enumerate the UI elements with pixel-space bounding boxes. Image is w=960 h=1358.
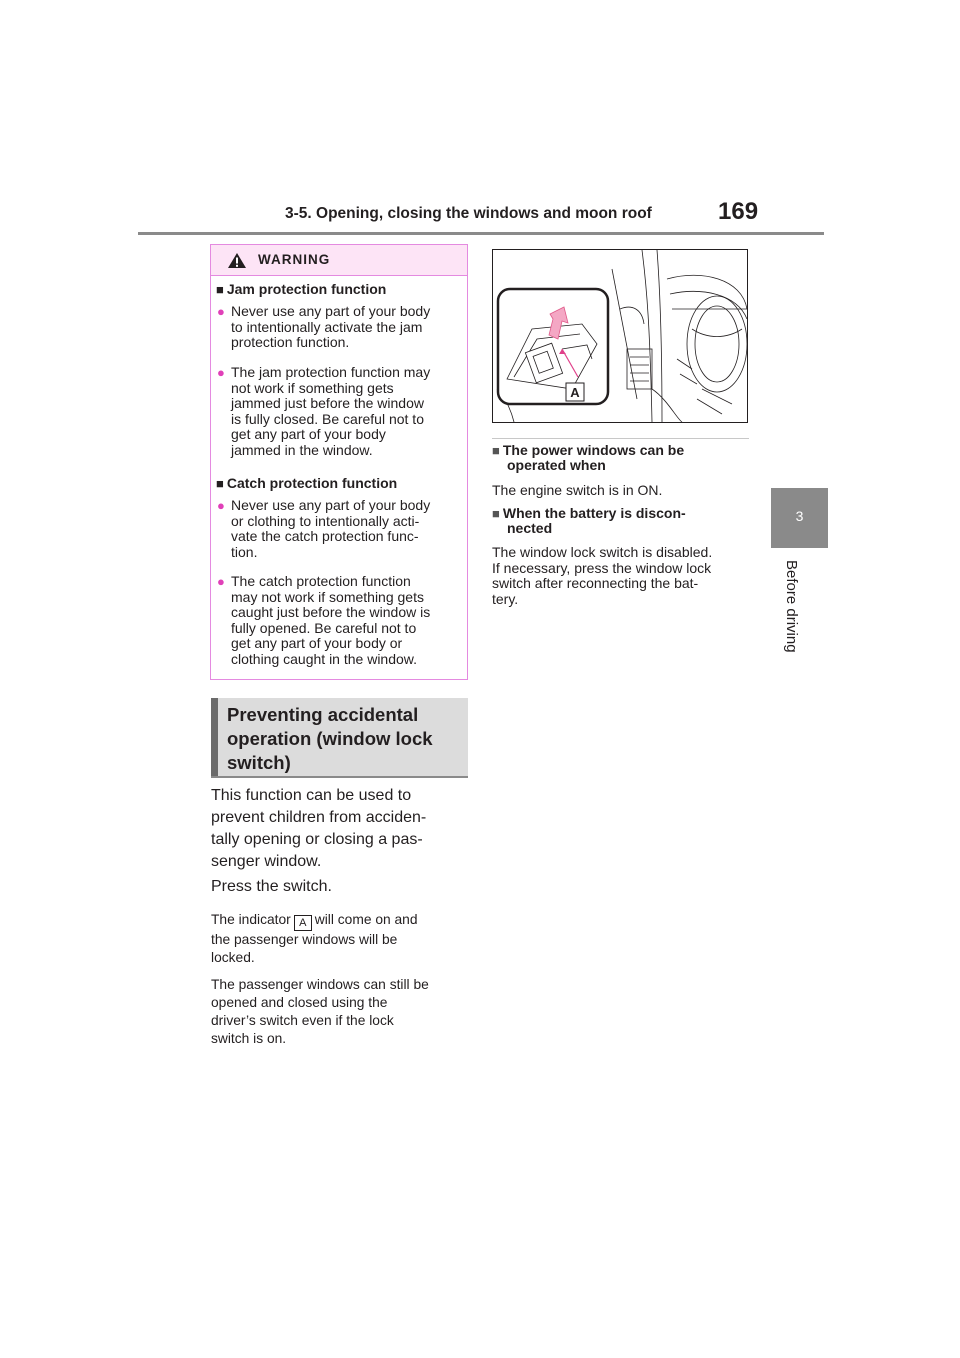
battery-line: tery. — [492, 590, 519, 607]
warning-line: fully opened. Be careful not to — [231, 619, 417, 636]
warning-line: get any part of your body or — [231, 635, 403, 651]
warning-item — [217, 573, 467, 667]
bullet-icon: ● — [217, 304, 225, 319]
battery-text — [492, 545, 750, 607]
section-title-line: Preventing accidental — [227, 704, 419, 725]
section-accent-bar — [211, 698, 218, 776]
catch-protection-heading-text: Catch protection function — [226, 475, 398, 491]
note-line: driver’s switch even if the lock — [211, 1013, 394, 1028]
chapter-tab-number: 3 — [795, 508, 804, 524]
warning-item — [217, 497, 467, 560]
window-lock-switch-illustration — [492, 249, 748, 423]
warning-line: not work if something gets — [231, 379, 394, 396]
indicator-line — [211, 911, 471, 931]
warning-line: Never use any part of your body — [231, 303, 431, 319]
indicator-text: will come on and — [314, 912, 418, 927]
warning-line: The jam protection function may — [231, 364, 431, 380]
indicator-reference-label: A — [294, 915, 312, 931]
bullet-icon: ● — [217, 574, 225, 589]
battery-line: The window lock switch is disabled. — [492, 544, 713, 560]
warning-triangle-icon — [227, 252, 247, 269]
operated-heading-line — [492, 443, 742, 458]
intro-line: tally opening or closing a pas- — [211, 831, 423, 848]
bullet-icon: ● — [217, 365, 225, 380]
warning-line: clothing caught in the window. — [231, 650, 418, 667]
battery-line: switch after reconnecting the bat- — [492, 575, 699, 591]
warning-line: tion. — [231, 543, 258, 560]
chapter-tab-label: Before driving — [783, 560, 800, 653]
intro-paragraph — [211, 785, 471, 873]
indicator-text: The indicator — [211, 912, 291, 927]
note-line: opened and closed using the — [211, 995, 388, 1010]
operated-heading-line: operated when — [507, 457, 606, 473]
warning-line: or clothing to intentionally acti- — [231, 512, 420, 529]
square-bullet-icon: ■ — [216, 476, 224, 491]
note-paragraph — [211, 976, 473, 1048]
warning-line: caught just before the window is — [231, 604, 431, 620]
section-title-line: switch) — [227, 752, 291, 773]
operated-heading-text: The power windows can be — [502, 442, 685, 458]
jam-protection-heading-text: Jam protection function — [226, 281, 387, 297]
square-bullet-icon: ■ — [216, 282, 224, 297]
illustration-divider — [492, 438, 749, 439]
warning-line: jammed just before the window — [231, 395, 424, 411]
intro-line: This function can be used to — [211, 787, 412, 804]
chapter-tab — [771, 488, 828, 548]
warning-line: get any part of your body — [231, 426, 386, 442]
warning-line: protection function. — [231, 334, 350, 350]
callout-label: A — [570, 385, 580, 400]
note-line: switch is on. — [211, 1031, 287, 1046]
warning-line: The catch protection function — [231, 573, 411, 589]
warning-item — [217, 364, 467, 458]
warning-header — [211, 245, 467, 276]
operated-text: The engine switch is in ON. — [492, 482, 663, 498]
bullet-icon: ● — [217, 498, 225, 513]
indicator-paragraph — [211, 911, 471, 967]
intro-line: prevent children from acciden- — [211, 809, 427, 826]
warning-line: may not work if something gets — [231, 588, 424, 605]
warning-line: Never use any part of your body — [231, 497, 431, 513]
warning-item — [217, 303, 467, 351]
intro-line: senger window. — [211, 853, 322, 870]
warning-line: vate the catch protection func- — [231, 528, 419, 544]
warning-title: WARNING — [258, 252, 331, 267]
instruction-step: Press the switch. — [211, 878, 332, 895]
header-divider — [138, 232, 824, 235]
square-bullet-icon: ■ — [492, 506, 500, 521]
warning-line: jammed in the window. — [231, 441, 373, 458]
battery-line: If necessary, press the window lock — [492, 559, 712, 576]
battery-heading-line — [492, 506, 742, 521]
indicator-line: locked. — [211, 950, 255, 965]
battery-heading-text: When the battery is discon- — [502, 505, 686, 521]
warning-line: to intentionally activate the jam — [231, 318, 423, 335]
section-title-line: operation (window lock — [227, 728, 433, 749]
page-number: 169 — [718, 198, 759, 225]
section-header — [211, 698, 468, 778]
note-line: The passenger windows can still be — [211, 977, 429, 992]
square-bullet-icon: ■ — [492, 443, 500, 458]
warning-box — [210, 244, 468, 680]
chapter-title: 3-5. Opening, closing the windows and moon roof — [285, 205, 652, 222]
catch-protection-heading — [216, 475, 397, 491]
section-title — [227, 703, 462, 775]
battery-heading-line: nected — [507, 520, 553, 536]
warning-line: is fully closed. Be careful not to — [231, 410, 424, 427]
battery-heading — [492, 506, 742, 536]
indicator-line: the passenger windows will be — [211, 932, 398, 947]
jam-protection-heading — [216, 281, 386, 297]
operated-heading — [492, 443, 742, 473]
